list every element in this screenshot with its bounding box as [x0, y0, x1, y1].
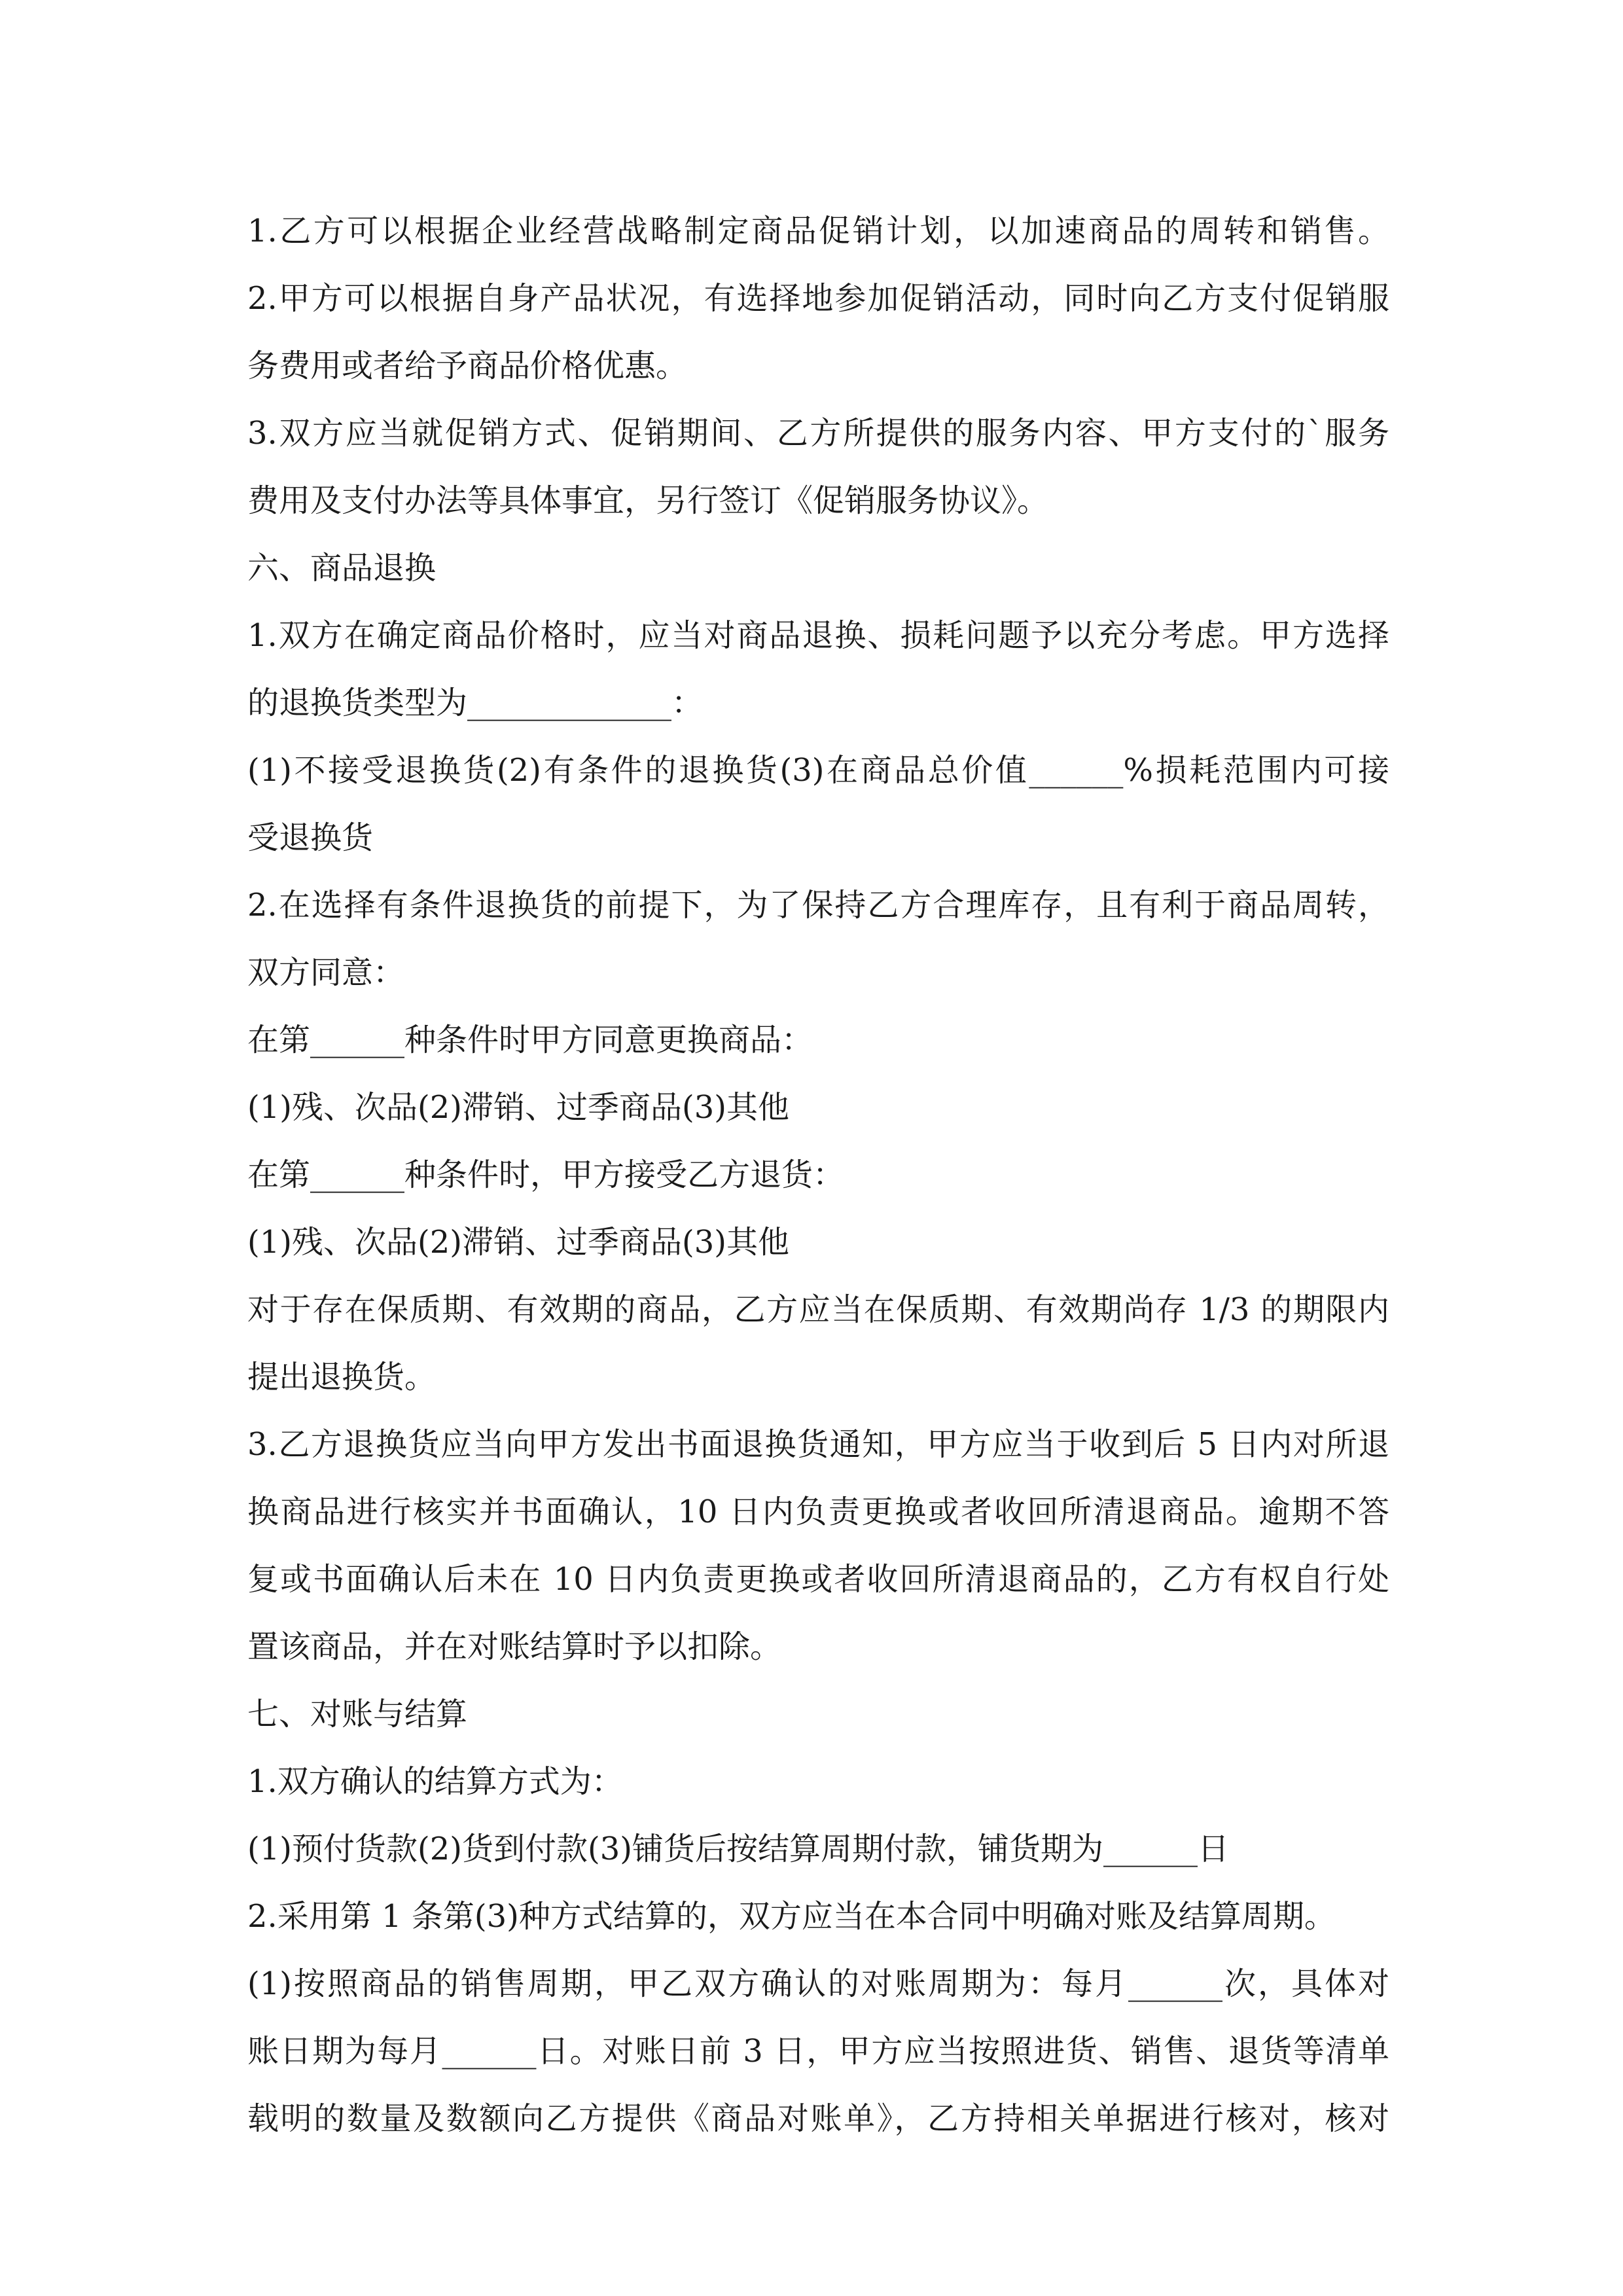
- text-line: (1)按照商品的销售周期，甲乙双方确认的对账周期为：每月______次，具体对: [247, 1965, 1389, 2002]
- section-heading: 六、商品退换: [247, 550, 437, 586]
- text-line: (1)预付货款(2)货到付款(3)铺货后按结算周期付款，铺货期为______日: [247, 1831, 1229, 1867]
- contract-body: [247, 198, 1389, 2153]
- text-line: 2.甲方可以根据自身产品状况，有选择地参加促销活动，同时向乙方支付促销服: [247, 280, 1389, 317]
- text-line: 复或书面确认后未在 10 日内负责更换或者收回所清退商品的，乙方有权自行处: [247, 1561, 1389, 1598]
- text-line: (1)不接受退换货(2)有条件的退换货(3)在商品总价值______%损耗范围内可接: [247, 752, 1389, 789]
- text-line: 3.乙方退换货应当向甲方发出书面退换货通知，甲方应当于收到后 5 日内对所退: [247, 1426, 1389, 1463]
- text-line: 受退换货: [247, 819, 374, 856]
- text-line: 1.双方在确定商品价格时，应当对商品退换、损耗问题予以充分考虑。甲方选择: [247, 617, 1389, 654]
- text-line: 对于存在保质期、有效期的商品，乙方应当在保质期、有效期尚存 1/3 的期限内: [247, 1291, 1389, 1328]
- text-line: 2.在选择有条件退换货的前提下，为了保持乙方合理库存，且有利于商品周转，: [247, 887, 1389, 924]
- text-line: 费用及支付办法等具体事宜，另行签订《促销服务协议》。: [247, 482, 1049, 519]
- text-line: (1)残、次品(2)滞销、过季商品(3)其他: [247, 1224, 789, 1261]
- text-line: 在第______种条件时，甲方接受乙方退货：: [247, 1157, 845, 1193]
- text-line: 置该商品，并在对账结算时予以扣除。: [247, 1628, 782, 1665]
- text-line: 的退换货类型为_____________：: [247, 685, 704, 721]
- text-line: 3.双方应当就促销方式、促销期间、乙方所提供的服务内容、甲方支付的`服务: [247, 415, 1389, 452]
- text-line: 提出退换货。: [247, 1359, 437, 1395]
- text-line: 换商品进行核实并书面确认，10 日内负责更换或者收回所清退商品。逾期不答: [247, 1494, 1389, 1530]
- text-line: 2.采用第 1 条第(3)种方式结算的，双方应当在本合同中明确对账及结算周期。: [247, 1898, 1336, 1935]
- section-heading: 七、对账与结算: [247, 1696, 468, 1732]
- text-line: 账日期为每月______日。对账日前 3 日，甲方应当按照进货、销售、退货等清单: [247, 2033, 1389, 2070]
- text-line: 1.双方确认的结算方式为：: [247, 1763, 623, 1800]
- text-line: 1.乙方可以根据企业经营战略制定商品促销计划，以加速商品的周转和销售。: [247, 213, 1389, 249]
- text-line: 在第______种条件时甲方同意更换商品：: [247, 1022, 813, 1058]
- text-line: 载明的数量及数额向乙方提供《商品对账单》，乙方持相关单据进行核对，核对: [247, 2100, 1389, 2137]
- text-line: 务费用或者给予商品价格优惠。: [247, 348, 688, 384]
- text-line: (1)残、次品(2)滞销、过季商品(3)其他: [247, 1089, 789, 1126]
- text-line: 双方同意：: [247, 954, 405, 991]
